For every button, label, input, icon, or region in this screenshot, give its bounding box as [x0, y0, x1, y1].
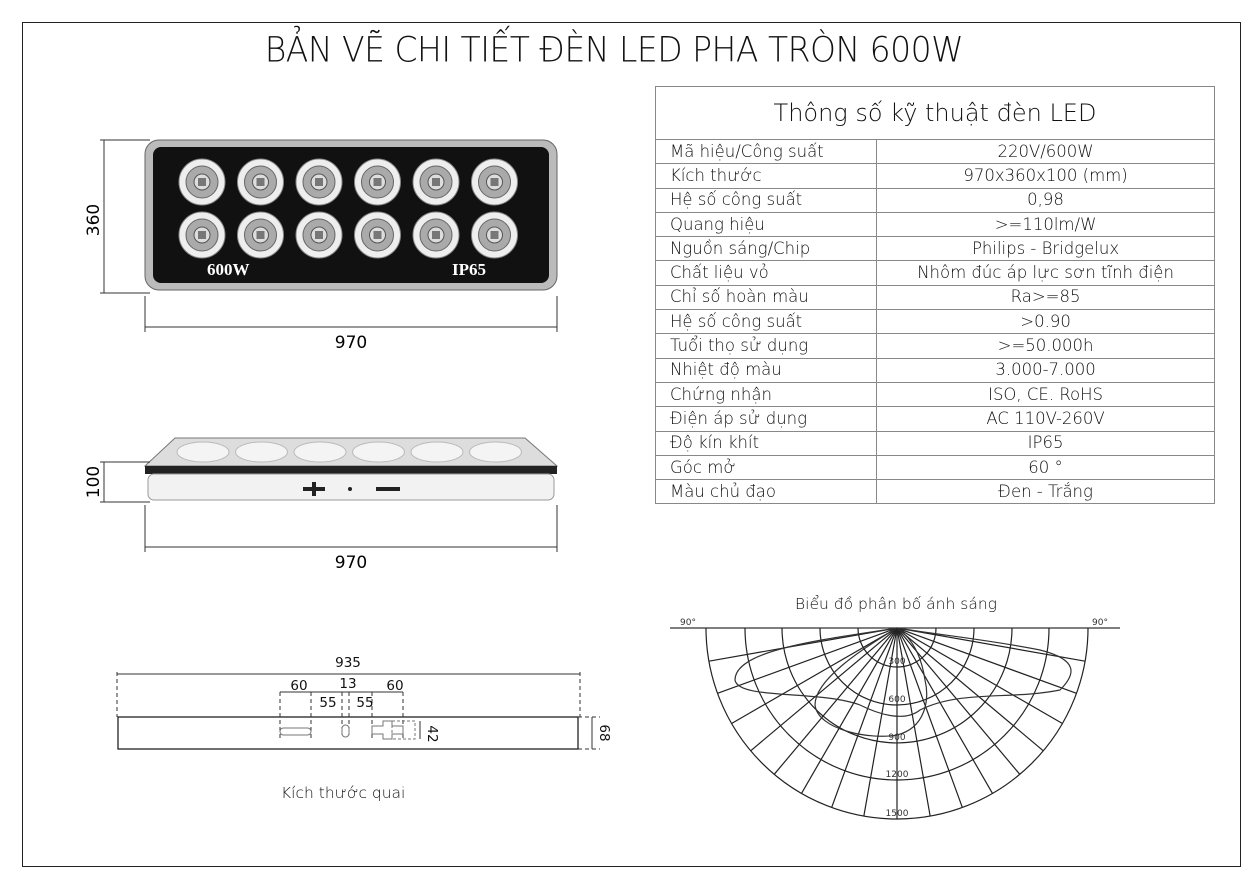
spec-value: IP65 [877, 431, 1215, 455]
ring-label: 300 [888, 657, 906, 667]
spec-value: >=50.000h [877, 334, 1215, 358]
spec-label: Hệ số công suất [656, 310, 877, 334]
spec-value: Đen - Trắng [877, 480, 1215, 504]
led-lens-icon [179, 159, 225, 205]
led-lens-icon [296, 212, 342, 258]
spec-label: Hệ số công suất [656, 188, 877, 212]
ring-label: 600 [888, 695, 906, 705]
spec-label: Chứng nhận [656, 382, 877, 406]
led-lens-icon [177, 442, 229, 462]
spec-table-title: Thông số kỹ thuật đèn LED [656, 87, 1215, 140]
front-width-dim: 970 [334, 333, 368, 353]
ring-label: 900 [888, 733, 906, 743]
bracket-dim-hole-height: 42 [424, 725, 440, 743]
bracket-dim-right-slot: 60 [386, 678, 404, 694]
spec-label: Màu chủ đạo [656, 480, 877, 504]
ring-label: 1500 [885, 809, 909, 819]
spec-value: 3.000-7.000 [877, 358, 1215, 382]
spec-label: Độ kín khít [656, 431, 877, 455]
bracket-dim-right-gap: 55 [356, 695, 374, 711]
ring-label: 1200 [885, 770, 909, 780]
spec-value: >=110lm/W [877, 212, 1215, 236]
led-lens-icon [413, 159, 459, 205]
led-lens-icon [470, 442, 522, 462]
spec-label: Chất liệu vỏ [656, 261, 877, 285]
angle-left-label: 90° [680, 618, 696, 628]
side-height-dim: 100 [84, 465, 104, 499]
led-lens-icon [238, 159, 284, 205]
page-title: BẢN VẼ CHI TIẾT ĐÈN LED PHA TRÒN 600W [264, 29, 964, 70]
spec-label: Quang hiệu [656, 212, 877, 236]
led-lens-icon [472, 212, 518, 258]
spec-label: Góc mở [656, 455, 877, 479]
front-height-dim: 360 [84, 203, 104, 237]
polar-chart-title: Biểu đồ phân bố ánh sáng [795, 595, 997, 613]
spec-value: AC 110V-260V [877, 407, 1215, 431]
led-lens-icon [238, 212, 284, 258]
lamp-power-label: 600W [207, 260, 250, 279]
bracket-drawing [117, 655, 612, 749]
spec-label: Tuổi thọ sử dụng [656, 334, 877, 358]
bracket-caption: Kích thước quai [281, 784, 406, 802]
led-lens-icon [294, 442, 346, 462]
led-lens-icon [355, 159, 401, 205]
angle-right-label: 90° [1092, 618, 1108, 628]
spec-value: ISO, CE. RoHS [877, 382, 1215, 406]
spec-value: 60 ° [877, 455, 1215, 479]
front-view [84, 140, 557, 353]
spec-label: Nhiệt độ màu [656, 358, 877, 382]
side-width-dim: 970 [334, 553, 368, 573]
bracket-dim-left-gap: 55 [319, 695, 337, 711]
spec-value: Ra>=85 [877, 285, 1215, 309]
polar-chart [670, 594, 1120, 819]
led-lens-icon [355, 212, 401, 258]
led-lens-icon [236, 442, 288, 462]
lamp-ip-label: IP65 [452, 260, 486, 279]
led-lens-icon [296, 159, 342, 205]
led-lens-icon [411, 442, 463, 462]
bracket-dim-left-slot: 60 [290, 678, 308, 694]
spec-value: Philips - Bridgelux [877, 237, 1215, 261]
bracket-total-length: 935 [335, 655, 361, 671]
led-lens-icon [179, 212, 225, 258]
spec-label: Mã hiệu/Công suất [656, 140, 877, 164]
spec-value: 970x360x100 (mm) [877, 164, 1215, 188]
led-lens-icon [353, 442, 405, 462]
spec-value: Nhôm đúc áp lực sơn tĩnh điện [877, 261, 1215, 285]
spec-value: 220V/600W [877, 140, 1215, 164]
led-lens-icon [472, 159, 518, 205]
spec-label: Chỉ số hoàn màu [656, 285, 877, 309]
bracket-dim-height: 68 [596, 724, 612, 742]
spec-value: >0.90 [877, 310, 1215, 334]
bracket-dim-center: 13 [339, 676, 357, 692]
spec-label: Nguồn sáng/Chip [656, 237, 877, 261]
led-lens-icon [413, 212, 459, 258]
spec-label: Điện áp sử dụng [656, 407, 877, 431]
spec-value: 0,98 [877, 188, 1215, 212]
side-view [84, 438, 557, 573]
spec-label: Kích thước [656, 164, 877, 188]
